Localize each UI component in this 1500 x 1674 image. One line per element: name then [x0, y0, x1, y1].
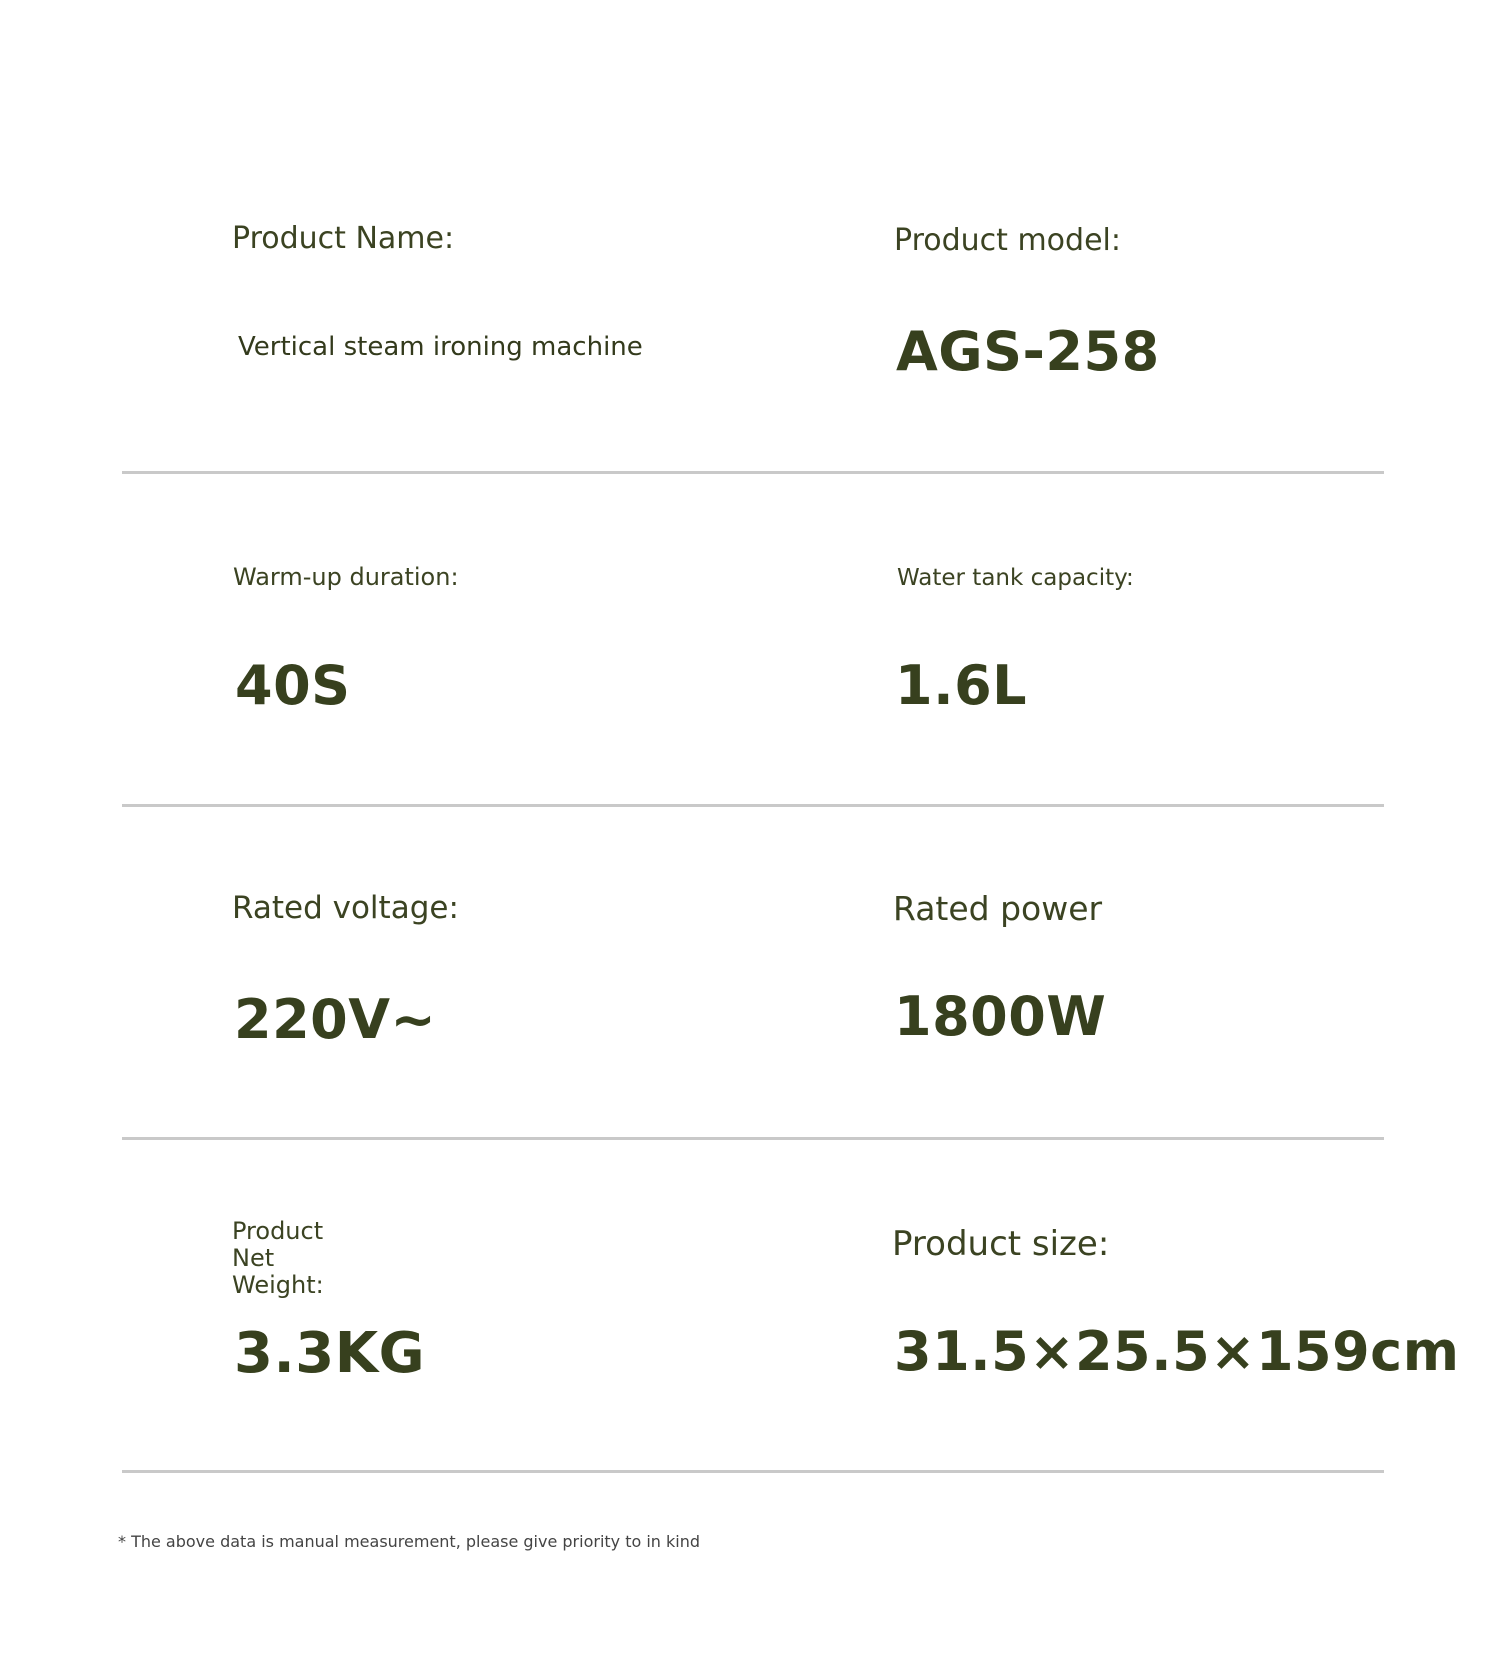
product-net-weight-label: Product Net Weight:	[232, 1217, 324, 1299]
product-size-value: 31.5×25.5×159cm	[894, 1320, 1460, 1383]
product-name-value: Vertical steam ironing machine	[238, 332, 643, 362]
water-tank-capacity-value: 1.6L	[895, 654, 1028, 717]
product-net-weight-value: 3.3KG	[234, 1321, 426, 1386]
product-size-label: Product size:	[892, 1224, 1110, 1264]
rated-power-label: Rated power	[893, 889, 1103, 928]
divider-1	[122, 471, 1384, 474]
rated-voltage-label: Rated voltage:	[232, 890, 459, 926]
product-model-label: Product model:	[894, 223, 1121, 258]
product-name-label: Product Name:	[232, 221, 455, 256]
divider-3	[122, 1137, 1384, 1140]
warm-up-duration-label: Warm-up duration:	[233, 563, 459, 591]
rated-voltage-value: 220V~	[234, 988, 437, 1051]
warm-up-duration-value: 40S	[235, 654, 351, 717]
rated-power-value: 1800W	[894, 985, 1107, 1048]
water-tank-capacity-label: Water tank capacity:	[897, 565, 1134, 591]
product-model-value: AGS-258	[896, 320, 1160, 383]
measurement-footnote: * The above data is manual measurement, please give priority to in kind	[118, 1532, 701, 1551]
divider-4	[122, 1470, 1384, 1473]
divider-2	[122, 804, 1384, 807]
